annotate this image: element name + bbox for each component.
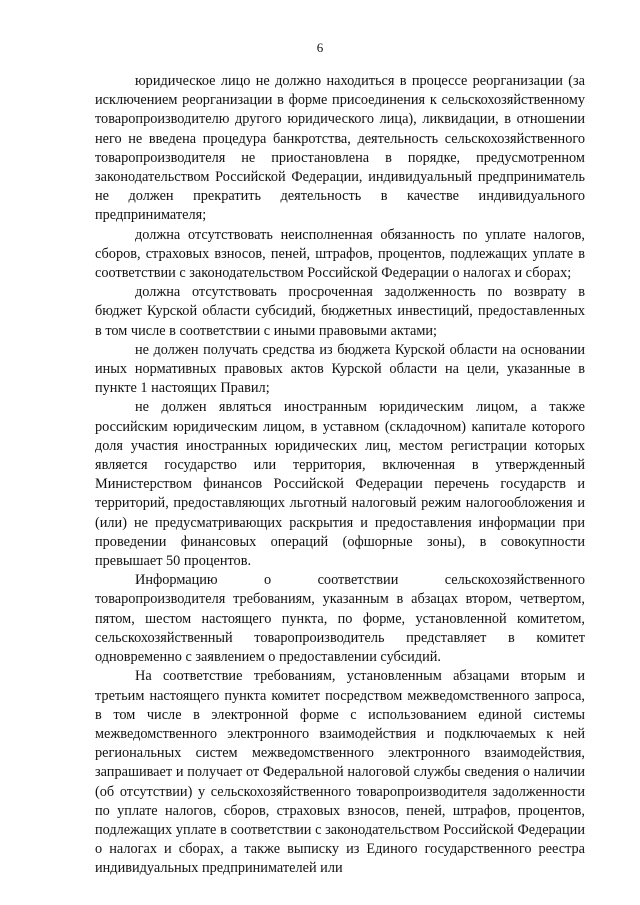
paragraph-foreign-entity: не должен являться иностранным юридическим лицом, а также российским юридическим лицом, в уставном (складочном) капитале которого доля участия иностранных юридических лиц, местом регистрации которых является государство или территория, включенная в утвержденный Министерством финансов Российской Федерации перечень государств и территорий, предоставляющих льготный налоговый режим налогообложения и (или) не предусматривающих раскрытия и предоставления информации при проведении финансовых операций (офшорные зоны), в совокупности превышает 50 процентов. — [95, 399, 585, 570]
paragraph-reorganization: юридическое лицо не должно находиться в процессе реорганизации (за исключением реорганизации в форме присоединения к сельскохозяйственному товаропроизводителю другого юридического лица), ликвидации, в отношении него не введена процедура банкротства, деятельность сельскохозяйственного товаропроизводителя не приостановлена в порядке, предусмотренном законодательством Российской Федерации, индивидуальный предприниматель не должен прекратить деятельность в качестве индивидуального предпринимателя; — [95, 73, 585, 224]
paragraph-information: Информацию о соответствии сельскохозяйственного товаропроизводителя требованиям, указанным в абзацах втором, четвертом, пятом, шестом настоящего пункта, по форме, установленной комитетом, сельскохозяйственный товаропроизводитель представляет в комитет одновременно с заявлением о предоставлении субсидий. — [95, 572, 585, 666]
paragraph-tax-obligation: должна отсутствовать неисполненная обязанность по уплате налогов, сборов, страховых взносов, пеней, штрафов, процентов, подлежащих уплате в соответствии с законодательством Российской Федерации о налогах и сборах; — [95, 226, 585, 282]
paragraph-overdue-debt: должна отсутствовать просроченная задолженность по возврату в бюджет Курской области субсидий, бюджетных инвестиций, предоставленных в том числе в соответствии с иными правовыми актами; — [95, 284, 585, 339]
paragraph-interagency-request: На соответствие требованиям, установленным абзацами вторым и третьим настоящего пункта комитет посредством межведомственного запроса, в том числе в электронной форме с использованием единой системы межведомственного электронного взаимодействия и подключаемых к ней региональных систем межведомственного электронного взаимодействия, запрашивает и получает от Федеральной налоговой службы сведения о наличии (об отсутствии) у сельскохозяйственного товаропроизводителя задолженности по уплате налогов, сборов, страховых взносов, пеней, штрафов, процентов, подлежащих уплате в соответствии с законодательством Российской Федерации о налогах и сборах, а также выписку из Единого государственного реестра индивидуальных предпринимателей или — [95, 668, 585, 877]
paragraph-budget-funds: не должен получать средства из бюджета Курской области на основании иных нормативных правовых актов Курской области на цели, указанные в пункте 1 настоящих Правил; — [95, 341, 585, 397]
page-number: 6 — [316, 40, 324, 55]
